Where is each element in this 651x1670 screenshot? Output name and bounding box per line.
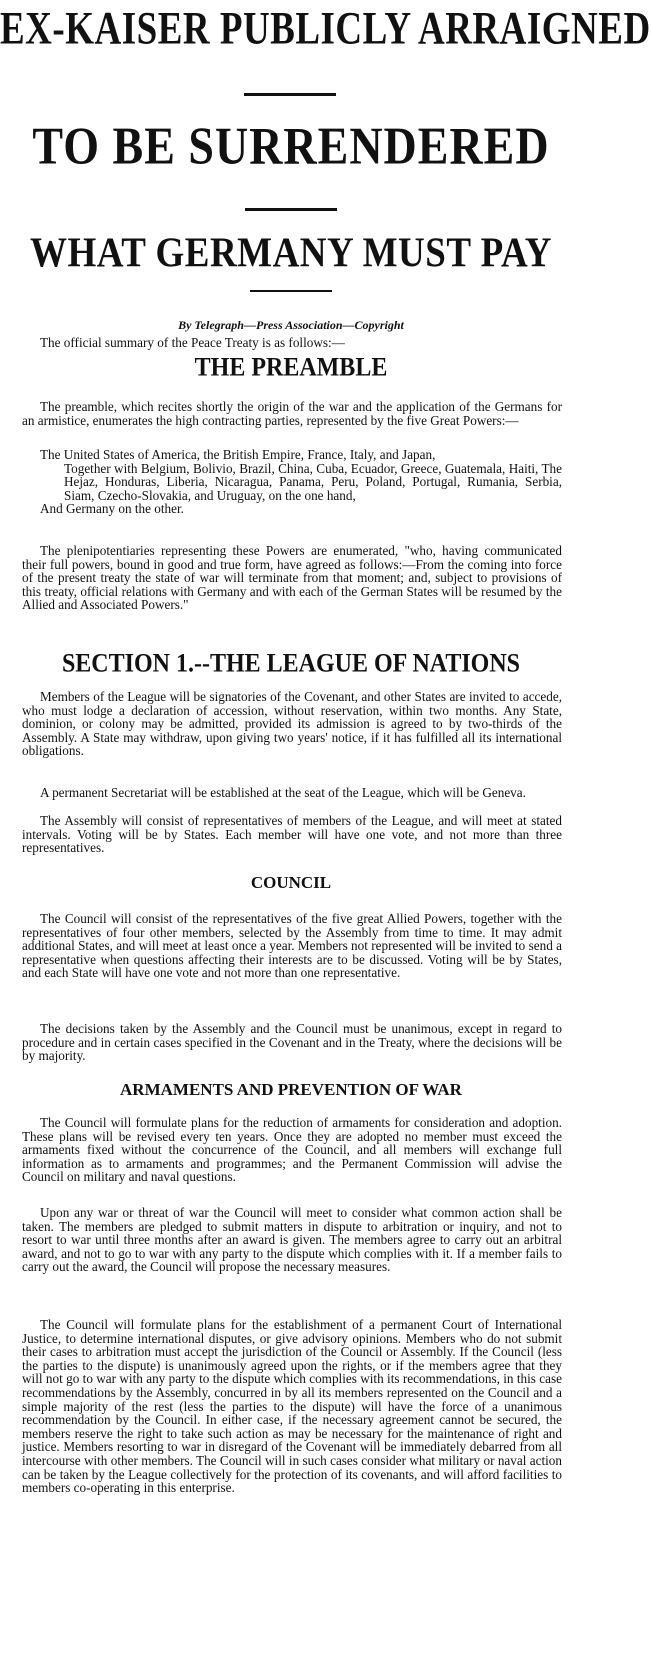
court-paragraph: The Council will formulate plans for the establishment of a permanent Court of International Justice, to determine international disputes, or give advisory opinions. Members who do not submit their cases to arbitration must accept the jurisdiction of the Council or Assembly. If the Council (less the parties to the dispute) is unanimously agreed upon the rights, or if the members agree that they will not go to war with any party to the dispute which complies with its recommendations, in this case recommendations by the Assembly, concurred in by all its members represented on the Council and a simple majority of the rest (less the parties to the dispute) will have the force of a unanimous recommendation by the Council. In either case, if the necessary agreement cannot be secured, the members reserve the right to take such action as may be necessary for the maintenance of right and justice. Members resorting to war in disregard of the Covenant will be immediately debarred from all intercourse with other members. The Council will in such cases consider what military or naval action can be taken by the League collectively for the protection of its covenants, and will afford facilities to members co-operating in this enterprise. [22,1317,562,1496]
plenipotentiaries-paragraph: The plenipotentiaries representing these Powers are enumerated, "who, having communicated their full powers, bound in good and true form, have agreed as follows:—From the coming into force of the present treaty the state of war will terminate from that moment; and, subject to provisions of this treaty, official relations with Germany and with each of the German States will be resumed by the Allied and Associated Powers." [22,543,562,613]
headline-germany-pay: WHAT GERMANY MUST PAY [29,229,553,277]
powers-line: Together with Belgium, Bolivio, Brazil, China, Cuba, Ecuador, Greece, Guatemala, Haiti, The Hejaz, Honduras, Liberia, Nicaragua, Panama, Peru, Poland, Portugal, Rumania, Serbia, Siam, Czecho-Slovakia, and Uruguay, on the one hand, [64,460,562,503]
preamble-paragraph: The preamble, which recites shortly the origin of the war and the application of the Germans for an armistice, enumerates the high contracting parties, represented by the five Great Powers:— [22,399,562,428]
headline-rule [245,208,337,211]
section1-heading: SECTION 1.--THE LEAGUE OF NATIONS [61,649,521,679]
headline-rule [250,290,332,292]
byline: By Telegraph—Press Association—Copyright [178,318,404,332]
decisions-paragraph: The decisions taken by the Assembly and the Council must be unanimous, except in regard to procedure and in certain cases specified in the Covenant and in the Treaty, where the decisions will be by majority. [22,1021,562,1064]
powers-list [22,448,562,516]
headline-surrendered: TO BE SURRENDERED [32,116,550,176]
powers-line: The United States of America, the British Empire, France, Italy, and Japan, [40,447,436,462]
armaments-paragraph: The Council will formulate plans for the reduction of armaments for consideration and adoption. These plans will be revised every ten years. Once they are adopted no member must exceed the armaments fixed without the concurrence of the Council, and all members will exchange full information as to armaments and programmes; and the Permanent Commission will advise the Council on military and naval questions. [22,1115,562,1185]
war-threat-paragraph: Upon any war or threat of war the Council will meet to consider what common action shall be taken. The members are pledged to submit matters in dispute to arbitration or inquiry, and not to resort to war until three months after an award is given. The members agree to carry out an arbitral award, and not to go to war with any party to the dispute which complies with it. If a member fails to carry out the award, the Council will propose the necessary measures. [22,1205,562,1275]
council-heading: COUNCIL [250,873,332,892]
league-paragraph: Members of the League will be signatories of the Covenant, and other States are invited to accede, who must lodge a declaration of accession, without reservation, within two months. Any State, dominion, or colony may be admitted, provided its admission is agreed to by two-thirds of the Assembly. A State may withdraw, upon giving two years' notice, if it has fulfilled all its international obligations. [22,689,562,759]
secretariat-paragraph: A permanent Secretariat will be established at the seat of the League, which will be Geneva. [40,785,526,800]
headline-ex-kaiser: EX-KAISER PUBLICLY ARRAIGNED [0,3,651,55]
armaments-heading: ARMAMENTS AND PREVENTION OF WAR [120,1080,462,1099]
headline-rule [244,93,336,96]
germany-line: And Germany on the other. [40,501,184,517]
assembly-paragraph: The Assembly will consist of representatives of members of the League, and will meet at stated intervals. Voting will be by States. Each member will have one vote, and not more than three representatives. [22,813,562,856]
preamble-heading: THE PREAMBLE [194,353,388,383]
council-paragraph: The Council will consist of the representatives of the five great Allied Powers, together with the representatives of four other members, selected by the Assembly from time to time. It may admit additional States, and will meet at least once a year. Members not represented will be invited to send a representative when questions affecting their interests are to be discussed. Voting will be by States, and each State will have one vote and not more than one representative. [22,911,562,981]
intro-text: The official summary of the Peace Treaty is as follows:— [40,335,345,350]
